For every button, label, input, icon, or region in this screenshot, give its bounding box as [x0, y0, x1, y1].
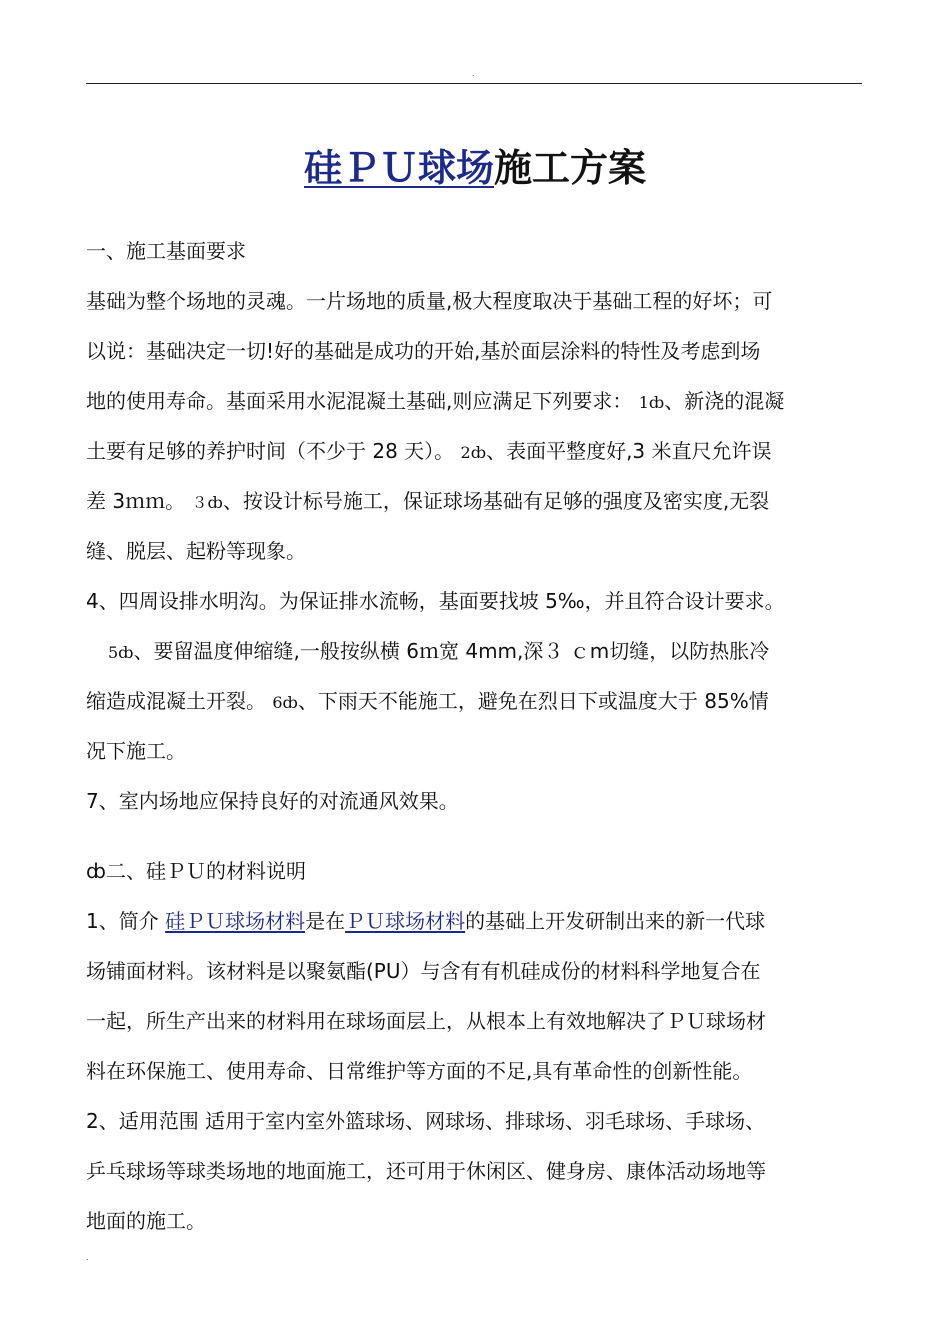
item-number: 5ȸ — [108, 643, 134, 662]
section-1-line-11: 7、室内场地应保持良好的对流通风效果。 — [86, 789, 459, 813]
section-1-heading: 一、施工基面要求 — [86, 239, 246, 263]
header-dot: . — [472, 69, 475, 78]
section-2-para-1-line-1 — [86, 906, 765, 936]
document-title — [0, 140, 950, 196]
pu-material-link[interactable]: ＰＵ球场材料 — [345, 909, 466, 933]
section-1-line-5 — [86, 486, 769, 518]
section-2-para-2-line-1: 2、适用范围 适用于室内室外篮球场、网球场、排球场、羽毛球场、手球场、 — [86, 1109, 766, 1133]
text-run: 地的使用寿命。基面采用水泥混凝土基础,则应满足下列要求： — [86, 389, 633, 413]
section-1-line-6: 缝、脱层、起粉等现象。 — [86, 539, 306, 563]
text-run: 、要留温度伸缩缝,一般按纵横 6ｍ宽 4mm,深３ ｃm切缝，以防热胀冷 — [133, 639, 770, 663]
section-1-line-2: 以说：基础决定一切!好的基础是成功的开始,基於面层涂料的特性及考虑到场 — [86, 339, 761, 363]
section-1-line-8 — [108, 636, 769, 668]
section-1-line-4 — [86, 436, 772, 468]
header-rule — [86, 83, 862, 84]
text-run: 的基础上开发研制出来的新一代球 — [465, 909, 766, 933]
text-run: 土要有足够的养护时间（不少于 28 天）。 — [86, 439, 455, 463]
material-link[interactable]: 硅ＰＵ球场材料 — [165, 909, 306, 933]
section-2-para-2-line-2: 乒乓球场等球类场地的地面施工，还可用于休闲区、健身房、康体活动场地等 — [86, 1159, 766, 1183]
section-2-para-1-line-2: 场铺面材料。该材料是以聚氨酯(PU）与含有有机硅成份的材料科学地复合在 — [86, 959, 761, 983]
section-1-line-3 — [86, 386, 784, 418]
text-run: 1、简介 — [86, 909, 166, 933]
text-run: 、表面平整度好,3 米直尺允许误 — [486, 439, 772, 463]
text-run: 、下雨天不能施工，避免在烈日下或温度大于 85%情 — [297, 689, 769, 713]
item-number: 6ȸ — [272, 693, 298, 712]
title-rest: 施工方案 — [494, 146, 647, 190]
text-run: 差 3ｍｍ。 — [86, 489, 186, 513]
section-1-line-7: 4、四周设排水明沟。为保证排水流畅，基面要找坡 5‰，并且符合设计要求。 — [86, 589, 785, 613]
item-number: ３ȸ — [191, 493, 223, 512]
text-run: 缩造成混凝土开裂。 — [86, 689, 266, 713]
section-1-line-10: 况下施工。 — [86, 739, 186, 763]
section-1-line-9 — [86, 686, 769, 718]
text-run: 、新浇的混凝 — [664, 389, 785, 413]
section-2-para-1-line-4: 料在环保施工、使用寿命、日常维护等方面的不足,具有革命性的创新性能。 — [86, 1059, 753, 1083]
section-2-heading: ȸ二、硅ＰＵ的材料说明 — [86, 859, 306, 883]
footer-dot: . — [86, 1253, 89, 1262]
text-run: 是在 — [305, 909, 346, 933]
section-2-para-2-line-3: 地面的施工。 — [86, 1209, 206, 1233]
section-2-para-1-line-3: 一起，所生产出来的材料用在球场面层上，从根本上有效地解决了ＰＵ球场材 — [86, 1009, 766, 1033]
item-number: 1ȸ — [638, 393, 665, 412]
title-link[interactable]: 硅ＰＵ球场 — [303, 146, 494, 190]
section-1-line-1: 基础为整个场地的灵魂。一片场地的质量,极大程度取决于基础工程的好坏；可 — [86, 289, 773, 313]
item-number: 2ȸ — [460, 443, 487, 462]
text-run: 、按设计标号施工，保证球场基础有足够的强度及密实度,无裂 — [222, 489, 770, 513]
